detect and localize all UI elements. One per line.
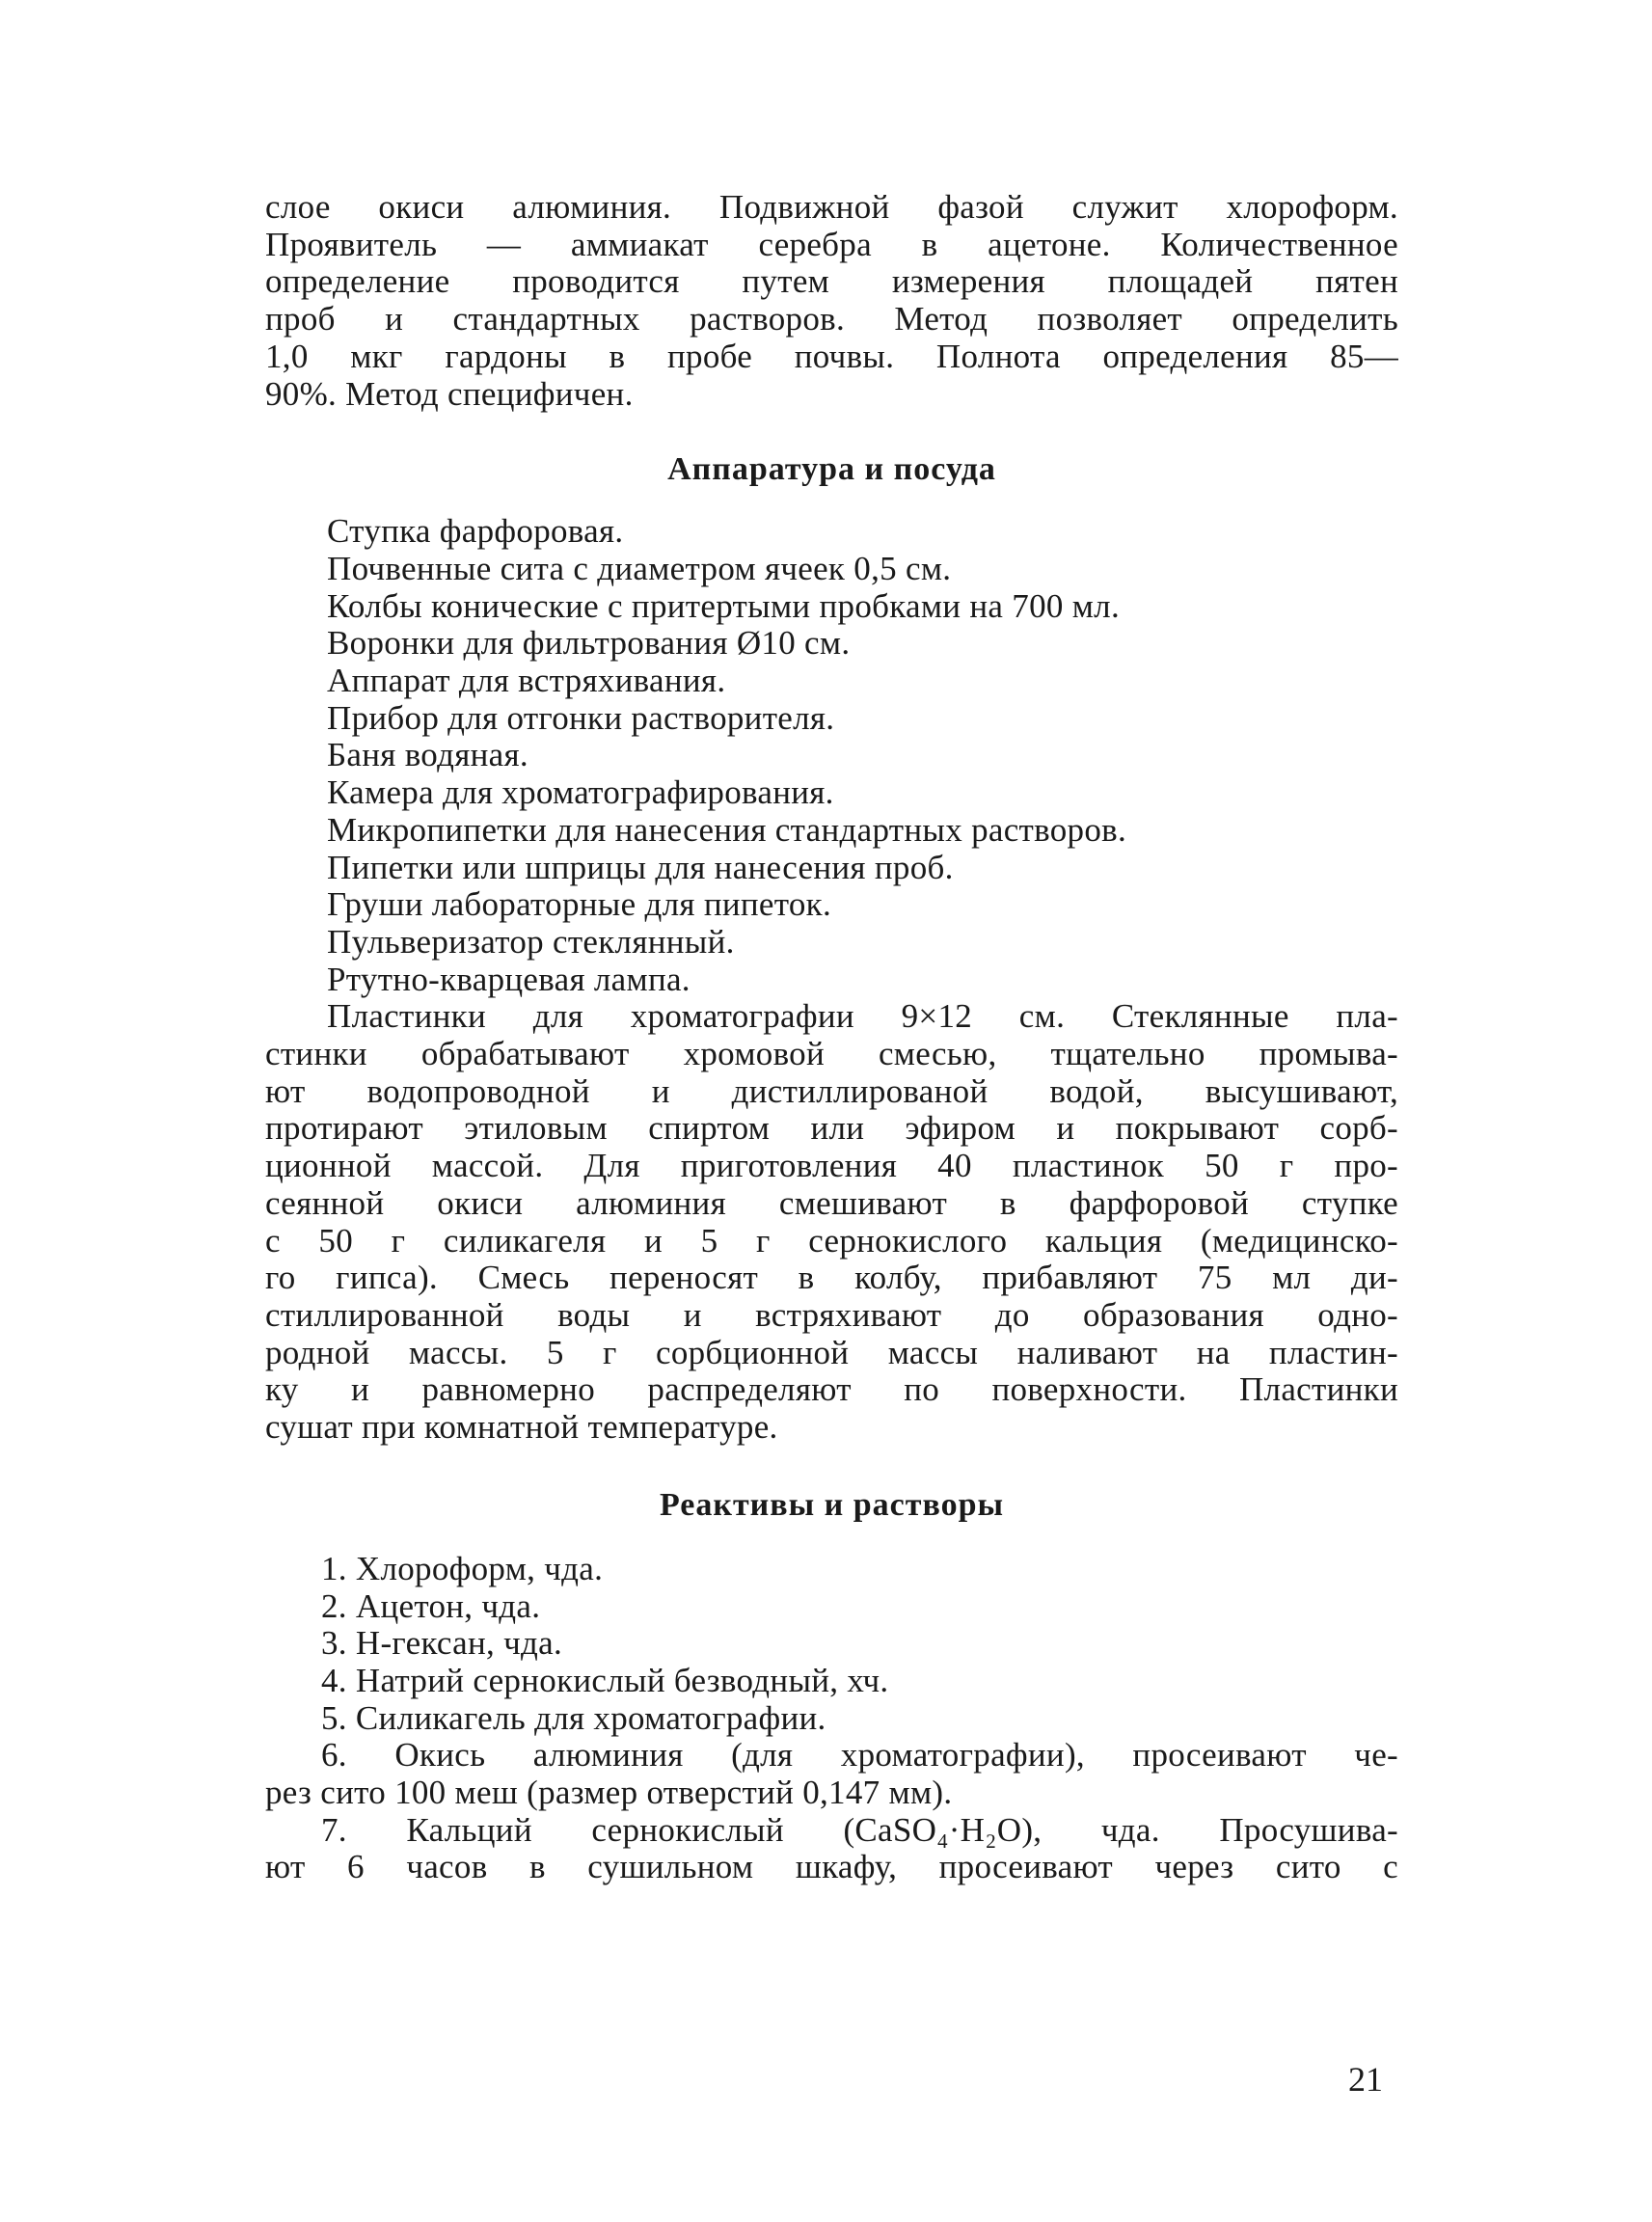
text-line: сеянной окиси алюминия смешивают в фарфоровой ступке (265, 1183, 1398, 1222)
text-line: сушат при комнатной температуре. (265, 1408, 778, 1447)
text-line: ционной массой. Для приготовления 40 пластинок 50 г про- (265, 1147, 1398, 1185)
list-item: Колбы конические с притертыми пробками на 700 мл. (327, 586, 1120, 625)
list-item: Груши лабораторные для пипеток. (327, 885, 832, 924)
list-item: Ртутно-кварцевая лампа. (327, 960, 691, 998)
plates-paragraph (265, 998, 1398, 1446)
section-heading-apparatus: Аппаратура и посуда (667, 451, 996, 488)
list-item: Воронки для фильтрования Ø10 см. (327, 624, 851, 663)
section-heading-reagents: Реактивы и растворы (659, 1486, 1005, 1523)
intro-paragraph (265, 189, 1398, 413)
list-item: Баня водяная. (327, 736, 528, 774)
text-line: рез сито 100 меш (размер отверстий 0,147 мм). (265, 1774, 953, 1812)
reagent-item-6 (265, 1737, 1398, 1811)
list-item: 2. Ацетон, чда. (321, 1586, 541, 1625)
list-item: Пипетки или шприцы для нанесения проб. (327, 848, 954, 886)
list-item: 1. Хлороформ, чда. (321, 1549, 604, 1587)
reagents-list (265, 1551, 1398, 1738)
text-line: ют 6 часов в сушильном шкафу, просеивают через сито с (265, 1848, 1398, 1886)
text-line: го гипса). Смесь переносят в колбу, прибавляют 75 мл ди- (265, 1259, 1398, 1297)
text-line: Проявитель — аммиакат серебра в ацетоне. Количественное (265, 225, 1398, 263)
list-item: Пульверизатор стеклянный. (327, 922, 735, 961)
text-line: проб и стандартных растворов. Метод позволяет определить (265, 300, 1398, 339)
text-line: стиллированной воды и встряхивают до образования одно- (265, 1295, 1398, 1334)
page-content (265, 189, 1398, 1886)
list-item: Почвенные сита с диаметром ячеек 0,5 см. (327, 549, 952, 587)
list-item: Прибор для отгонки растворителя. (327, 698, 835, 737)
list-item: Камера для хроматографирования. (327, 773, 834, 812)
list-item: Микропипетки для нанесения стандартных растворов. (327, 810, 1127, 849)
text-line: 1,0 мкг гардоны в пробе почвы. Полнота определения 85— (265, 337, 1398, 375)
text-line: родной массы. 5 г сорбционной массы наливают на пластин- (265, 1333, 1398, 1371)
text-line: слое окиси алюминия. Подвижной фазой служит хлороформ. (265, 188, 1398, 226)
text-line: Пластинки для хроматографии 9×12 см. Стеклянные пла- (327, 997, 1398, 1036)
text-line: стинки обрабатывают хромовой смесью, тщательно промыва- (265, 1035, 1398, 1073)
text-line: протирают этиловым спиртом или эфиром и покрывают сорб- (265, 1109, 1398, 1148)
text-line: с 50 г силикагеля и 5 г сернокислого кальция (медицинско- (265, 1221, 1398, 1260)
text-line: 7. Кальций сернокислый (CaSO₄·H₂O), чда. Просушива- (321, 1810, 1398, 1849)
text-line: 90%. Метод специфичен. (265, 374, 634, 413)
text-line: определение проводится путем измерения площадей пятен (265, 262, 1398, 301)
list-item: 3. Н-гексан, чда. (321, 1624, 563, 1663)
text-line: ку и равномерно распределяют по поверхности. Пластинки (265, 1370, 1398, 1409)
list-item: Ступка фарфоровая. (327, 512, 624, 551)
reagent-item-7 (265, 1812, 1398, 1886)
list-item: Аппарат для встряхивания. (327, 662, 726, 700)
apparatus-list (265, 513, 1398, 998)
text-line: 6. Окись алюминия (для хроматографии), просеивают че- (321, 1736, 1398, 1775)
list-item: 4. Натрий сернокислый безводный, хч. (321, 1661, 889, 1699)
text-line: ют водопроводной и дистиллированой водой, высушивают, (265, 1071, 1398, 1110)
page-number: 21 (1348, 2060, 1383, 2099)
list-item: 5. Силикагель для хроматографии. (321, 1698, 826, 1737)
